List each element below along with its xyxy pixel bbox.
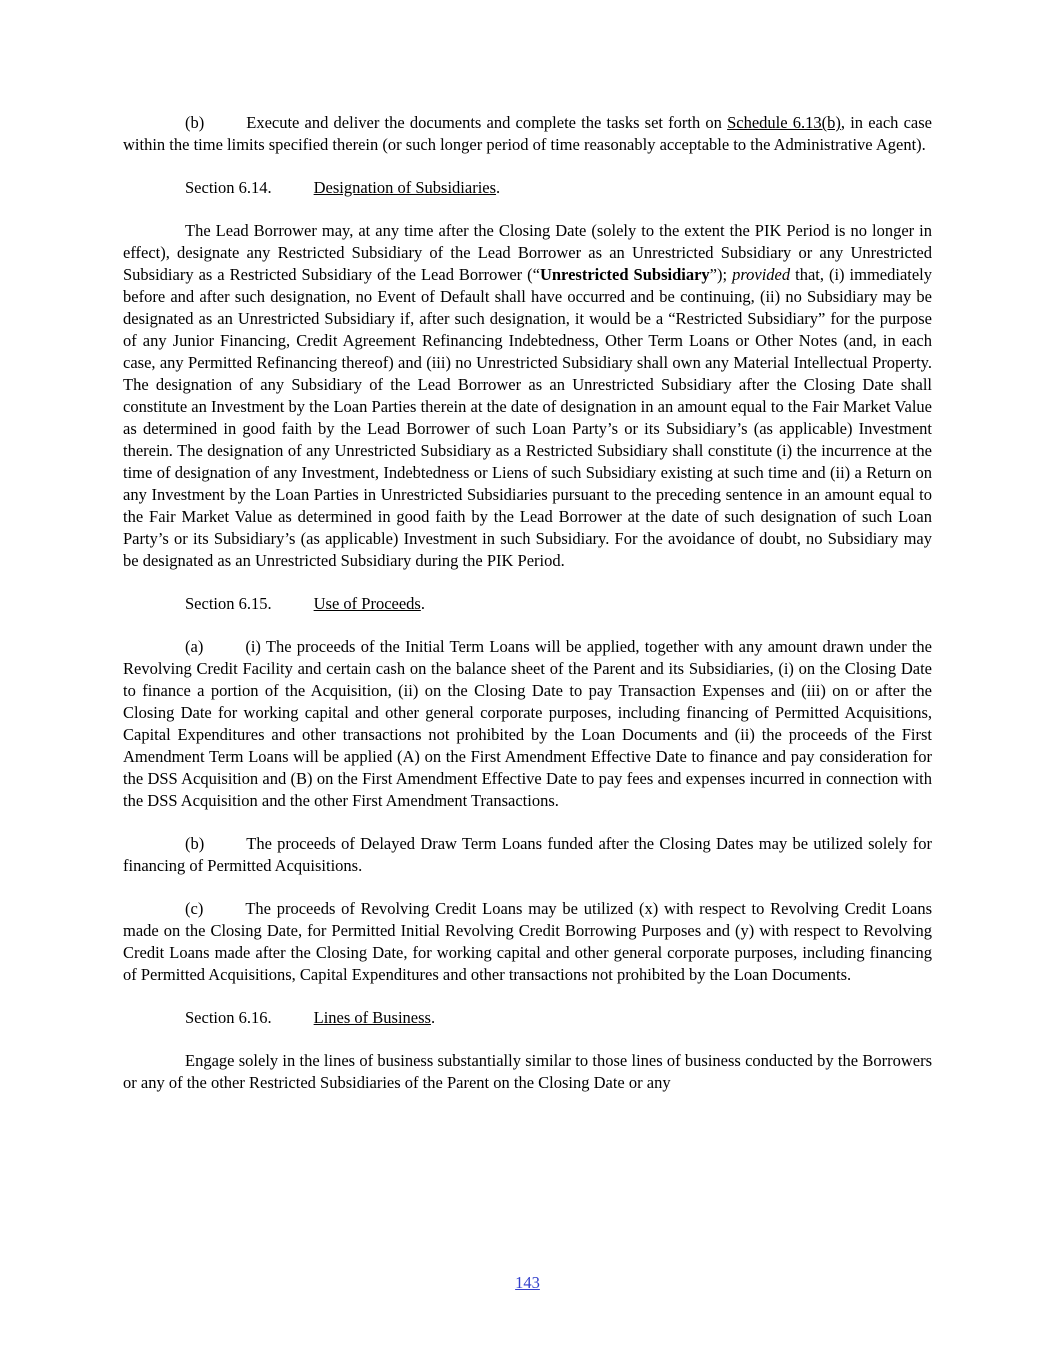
text-run: (b)	[185, 834, 205, 853]
paragraph-6-16-body	[123, 1050, 932, 1094]
text-run: The Lead Borrower may, at any time after the Closing Date (solely to the extent the PIK Period is no longer in effect), designate any Restricted Subsidiary of the Lead Borrower as an Unrestricted Subsidiary or any Unrestricted Subsidiary as a Restricted Subsidiary of the Lead Borrower (“	[123, 221, 932, 284]
text-run: Engage solely in the lines of business substantially similar to those lines of business conducted by the Borrowers or any of the other Restricted Subsidiaries of the Parent on the Closing Date or any	[123, 1051, 932, 1092]
text-run-italic: provided	[732, 265, 791, 284]
text-run: ”);	[709, 265, 733, 284]
heading-section-6-14	[123, 177, 932, 199]
text-run-bold: Unrestricted Subsidiary	[539, 265, 710, 284]
text-run: (b)	[185, 113, 205, 132]
text-run: Section 6.14.	[185, 178, 272, 197]
text-run: Section 6.16.	[185, 1008, 272, 1027]
text-run: (c)	[185, 899, 204, 918]
text-run: (a)	[185, 637, 204, 656]
text-run-underline: Designation of Subsidiaries	[313, 178, 497, 197]
paragraph-6-15-c	[123, 898, 932, 986]
text-run: .	[420, 594, 425, 613]
text-run: , in each case within the time limits specified therein (or such longer period of time reasonably acceptable to the Administrative Agent).	[123, 113, 932, 154]
page-number-link[interactable]: 143	[515, 1273, 540, 1292]
heading-section-6-15	[123, 593, 932, 615]
text-run: The proceeds of Revolving Credit Loans may be utilized (x) with respect to Revolving Credit Loans made on the Closing Date, for Permitted Initial Revolving Credit Borrowing Purposes and (y) with respect to Revolving Credit Loans made after the Closing Date, for working capital and other general corporate purposes, including financing of Permitted Acquisitions, Capital Expenditures and other transactions not prohibited by the Loan Documents.	[123, 899, 932, 984]
text-run: that, (i) immediately before and after such designation, no Event of Default shall have occurred and be continuing, (ii) no Subsidiary may be designated as an Unrestricted Subsidiary if, after such designation, it would be a “Restricted Subsidiary” for the purpose of any Junior Financing, Credit Agreement Refinancing Indebtedness, Other Term Loans or Other Notes (and, in each case, any Permitted Refinancing thereof) and (iii) no Unrestricted Subsidiary shall own any Material Intellectual Property. The designation of any Subsidiary of the Lead Borrower as an Unrestricted Subsidiary after the Closing Date shall constitute an Investment by the Loan Parties therein at the date of designation in an amount equal to the Fair Market Value as determined in good faith by the Lead Borrower of such Loan Party’s or its Subsidiary’s (as applicable) Investment therein. The designation of any Unrestricted Subsidiary as a Restricted Subsidiary shall constitute (i) the incurrence at the time of designation of any Investment, Indebtedness or Liens of such Subsidiary existing at such time and (ii) a Return on any Investment by the Loan Parties in Unrestricted Subsidiaries pursuant to the preceding sentence in an amount equal to the Fair Market Value as determined in good faith by the Lead Borrower at the date of such designation of such Loan Party’s or its Subsidiary’s (as applicable) Investment in such Subsidiary. For the avoidance of doubt, no Subsidiary may be designated as an Unrestricted Subsidiary during the PIK Period.	[123, 265, 933, 570]
document-body	[123, 112, 932, 1094]
paragraph-6-13-b	[123, 112, 932, 156]
text-run: (i) The proceeds of the Initial Term Loans will be applied, together with any amount drawn under the Revolving Credit Facility and certain cash on the balance sheet of the Parent and its Subsidiaries, (i) on the Closing Date to finance a portion of the Acquisition, (ii) on the Closing Date to pay Transaction Expenses and (iii) on or after the Closing Date for working capital and other general corporate purposes, including financing of Permitted Acquisitions, Capital Expenditures and other transactions not prohibited by the Loan Documents and (ii) the proceeds of the First Amendment Term Loans will be applied (A) on the First Amendment Effective Date to finance and pay consideration for the DSS Acquisition and (B) on the First Amendment Effective Date to pay fees and expenses incurred in connection with the DSS Acquisition and the other First Amendment Transactions.	[123, 637, 932, 810]
text-run-underline: Schedule 6.13(b)	[727, 113, 841, 132]
text-run: The proceeds of Delayed Draw Term Loans funded after the Closing Dates may be utilized solely for financing of Permitted Acquisitions.	[123, 834, 932, 875]
text-run: Execute and deliver the documents and complete the tasks set forth on	[246, 113, 728, 132]
paragraph-6-15-b	[123, 833, 932, 877]
text-run-underline: Use of Proceeds	[313, 594, 421, 613]
page-footer	[0, 1272, 1055, 1294]
text-run: .	[496, 178, 501, 197]
text-run-underline: Lines of Business	[313, 1008, 431, 1027]
heading-section-6-16	[123, 1007, 932, 1029]
text-run: Section 6.15.	[185, 594, 272, 613]
text-run: .	[430, 1008, 436, 1027]
paragraph-6-15-a	[123, 636, 932, 812]
paragraph-6-14-body	[123, 220, 932, 572]
